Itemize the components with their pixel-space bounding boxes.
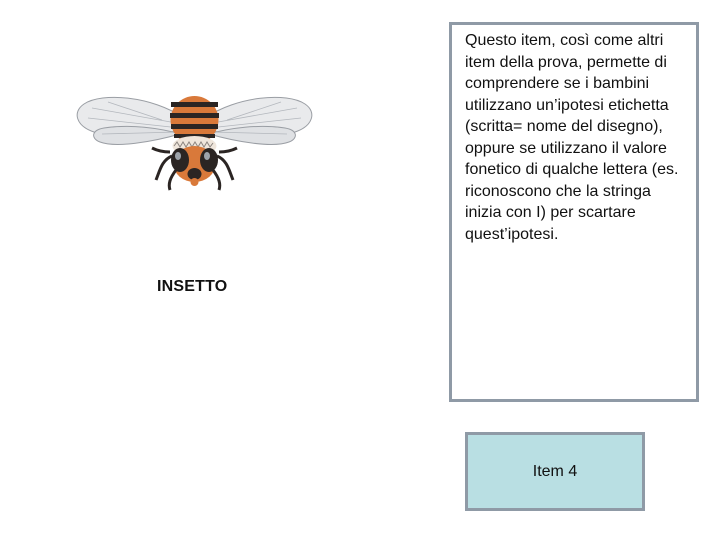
explanation-box [449,22,699,402]
item-label: Item 4 [532,462,578,480]
item-label-box [465,432,645,511]
image-caption: INSETTO [157,278,228,295]
bee-icon [72,90,317,200]
explanation-text: Questo item, così come altri item della prova, permette di comprendere se i bambini utilizzano un’ipotesi etichetta (scritta= nome del disegno), oppure se utilizzano il valore fonetico di qualche lettera (es. riconoscono che la stringa inizia con I) per scartare quest’ipotesi. [465,32,679,243]
